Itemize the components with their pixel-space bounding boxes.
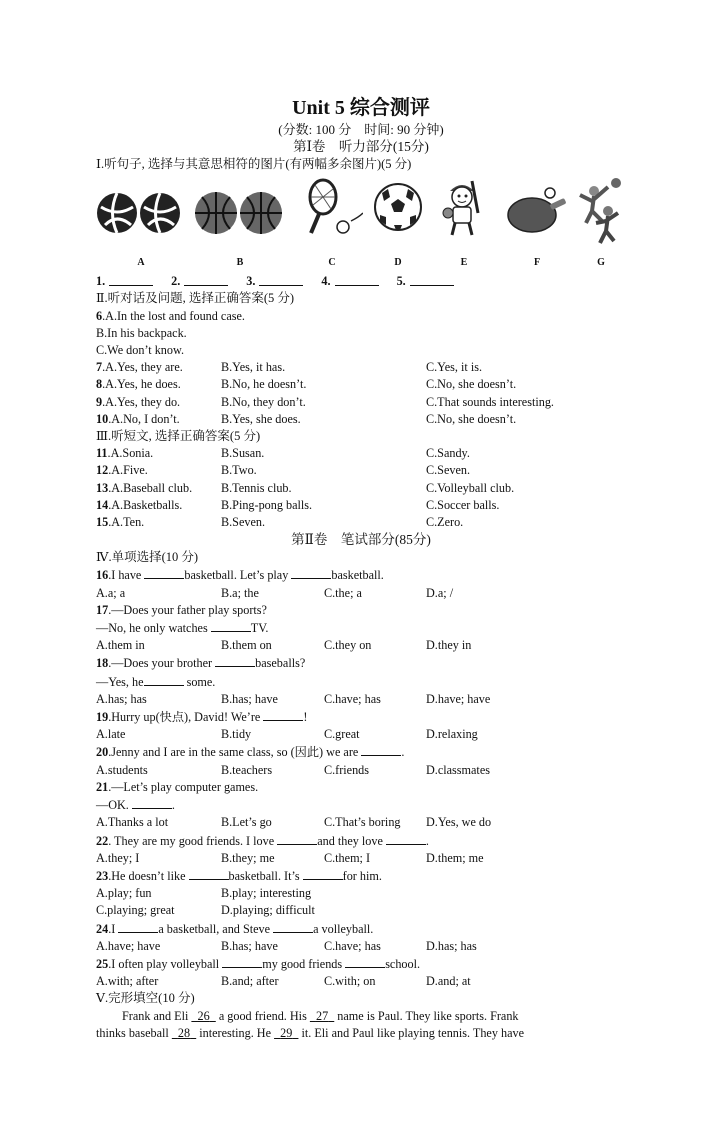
question-17-reply: —No, he only watches TV. <box>96 621 269 636</box>
question-17: 17.—Does your father play sports? <box>96 602 267 617</box>
picture-b-basketballs <box>194 177 286 273</box>
page-title: Unit 5 综合测评 <box>292 97 430 119</box>
cloze-blank-28: 28 <box>177 1025 191 1040</box>
score-time: (分数: 100 分 时间: 90 分钟) <box>278 122 444 137</box>
question-23-options-cd: C.playing; great D.playing; difficult <box>96 903 315 918</box>
cloze-passage: Frank and Eli 26 a good friend. His 27 name is Paul. They like sports. Frank <box>122 1008 519 1023</box>
blank-number: 3. <box>246 274 256 289</box>
picture-e-baseball-kid <box>440 177 488 273</box>
picture-d-soccer-ball <box>372 177 424 273</box>
question-8: 8.A.Yes, he does. B.No, he doesn’t. C.No, she doesn’t. <box>96 377 517 392</box>
question-17-options: A.them in B.them on C.they on D.they in <box>96 638 472 653</box>
question-23-options-ab: A.play; fun B.play; interesting <box>96 886 312 901</box>
question-21-reply: —OK. . <box>96 798 175 813</box>
cloze-passage-line-2: thinks baseball 28 interesting. He 29 it. Eli and Paul like playing tennis. They have <box>96 1025 524 1040</box>
section-2-heading: Ⅱ.听对话及问题, 选择正确答案(5 分) <box>96 291 295 306</box>
question-23: 23.He doesn’t like basketball. It’s for him. <box>96 868 382 883</box>
picture-label: F <box>533 257 541 268</box>
question-24-options: A.have; have B.has; have C.have; has D.has; has <box>96 938 477 953</box>
picture-label: E <box>460 257 468 268</box>
question-25: 25.I often play volleyball my good friends school. <box>96 956 421 971</box>
question-18-reply: —Yes, he some. <box>96 674 216 689</box>
question-24: 24.I a basketball, and Steve a volleyball. <box>96 921 374 936</box>
question-10: 10.A.No, I don’t. B.Yes, she does. C.No, she doesn’t. <box>96 411 517 426</box>
volume-1-heading: 第Ⅰ卷 听力部分(15分) <box>293 139 429 154</box>
blank-number: 5. <box>396 274 406 289</box>
question-6: 6.A.In the lost and found case. <box>96 308 245 323</box>
question-18-options: A.has; has B.has; have C.have; has D.have; have <box>96 691 491 706</box>
question-21-options: A.Thanks a lot B.Let’s go C.That’s boring D.Yes, we do <box>96 815 492 830</box>
question-6-option-b: B.In his backpack. <box>96 325 187 340</box>
question-15: 15.A.Ten. B.Seven. C.Zero. <box>96 515 464 530</box>
answer-blank-4[interactable] <box>335 273 379 286</box>
question-16-options: A.a; a B.a; the C.the; a D.a; / <box>96 585 454 600</box>
question-25-options: A.with; after B.and; after C.with; on D.and; at <box>96 974 471 989</box>
question-22-options: A.they; I B.they; me C.them; I D.them; me <box>96 850 484 865</box>
question-19: 19.Hurry up(快点), David! We’re ! <box>96 710 308 725</box>
answer-blank-5[interactable] <box>410 273 454 286</box>
question-21: 21.—Let’s play computer games. <box>96 779 259 794</box>
cloze-blank-29: 29 <box>280 1025 293 1040</box>
volume-2-heading: 第Ⅱ卷 笔试部分(85分) <box>291 532 431 548</box>
picture-label: C <box>328 257 336 268</box>
question-12: 12.A.Five. B.Two. C.Seven. <box>96 463 471 478</box>
picture-label: A <box>137 257 145 268</box>
blank-number: 4. <box>321 274 331 289</box>
question-14: 14.A.Basketballs. B.Ping-pong balls. C.Soccer balls. <box>96 497 500 512</box>
question-20-options: A.students B.teachers C.friends D.classmates <box>96 762 490 777</box>
question-11: 11.A.Sonia. B.Susan. C.Sandy. <box>96 446 470 461</box>
answer-blanks <box>96 273 626 290</box>
picture-label: D <box>394 257 402 268</box>
exam-page <box>96 96 626 1042</box>
question-20: 20.Jenny and I are in the same class, so (因此) we are . <box>96 745 405 760</box>
section-3-heading: Ⅲ.听短文, 选择正确答案(5 分) <box>96 429 261 444</box>
blank-number: 1. <box>96 274 106 289</box>
question-7: 7.A.Yes, they are. B.Yes, it has. C.Yes, it is. <box>96 360 482 375</box>
picture-label: G <box>597 257 605 268</box>
cloze-blank-26: 26 <box>197 1008 210 1023</box>
picture-f-ping-pong <box>506 177 568 273</box>
question-19-options: A.late B.tidy C.great D.relaxing <box>96 727 478 742</box>
question-22: 22. They are my good friends. I love and they love . <box>96 833 429 848</box>
question-9: 9.A.Yes, they do. B.No, they don’t. C.That sounds interesting. <box>96 394 554 409</box>
picture-row <box>96 177 626 273</box>
blank-number: 2. <box>171 274 181 289</box>
section-1-heading: Ⅰ.听句子, 选择与其意思相符的图片(有两幅多余图片)(5 分) <box>96 157 412 171</box>
question-6-option-c: C.We don’t know. <box>96 343 185 358</box>
picture-c-tennis <box>301 177 363 273</box>
picture-label: B <box>236 257 244 268</box>
question-16: 16.I have basketball. Let’s play basketball. <box>96 568 384 583</box>
answer-blank-3[interactable] <box>259 273 303 286</box>
section-5-heading: Ⅴ.完形填空(10 分) <box>96 991 195 1006</box>
picture-a-volleyballs <box>96 177 186 273</box>
question-13: 13.A.Baseball club. B.Tennis club. C.Volleyball club. <box>96 480 515 495</box>
question-18: 18.—Does your brother baseballs? <box>96 656 306 671</box>
answer-blank-1[interactable] <box>109 273 153 286</box>
cloze-blank-27: 27 <box>315 1008 329 1023</box>
section-4-heading: Ⅳ.单项选择(10 分) <box>96 550 199 565</box>
answer-blank-2[interactable] <box>184 273 228 286</box>
picture-g-basketball-players <box>572 177 630 273</box>
